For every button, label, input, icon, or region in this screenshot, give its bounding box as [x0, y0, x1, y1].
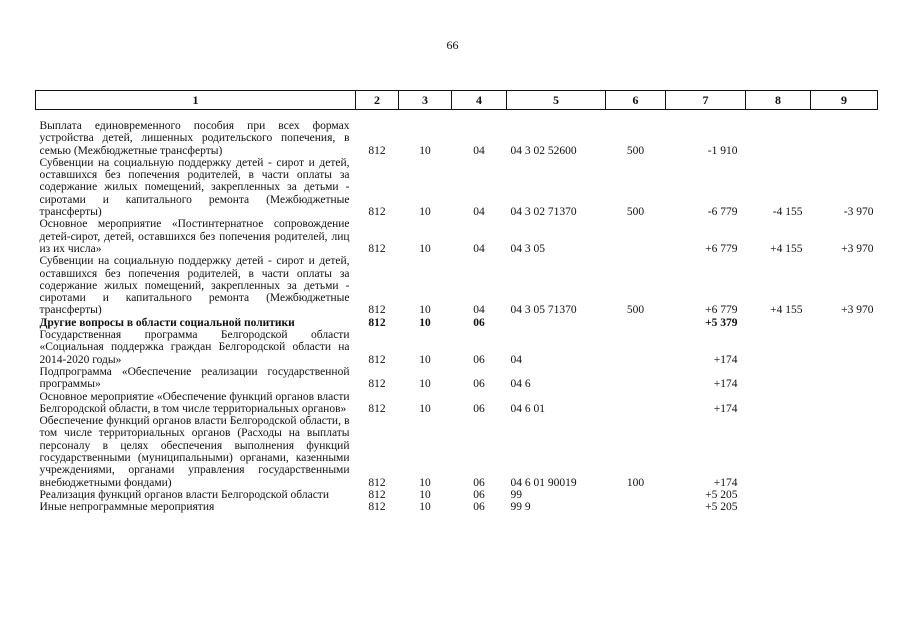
row-target-article: 99 9 [510, 501, 531, 514]
row-description: Другие вопросы в области социальной политики [39, 316, 295, 329]
row-ministry-code: 812 [368, 378, 386, 391]
row-amount-col7: +174 [713, 402, 738, 415]
row-description: Государственная программа Белгородской области «Социальная поддержка граждан Белгородской области на 2014-2020 годы» [39, 329, 350, 366]
row-amount-col8 [746, 415, 811, 489]
row-section-code: 10 [419, 304, 431, 317]
table-row [36, 317, 878, 329]
row-amount-col9 [811, 501, 878, 513]
row-description: Основное мероприятие «Обеспечение функций органов власти Белгородской области, в том числе территориальных органов» [39, 390, 350, 415]
row-amount-col7: +174 [713, 476, 738, 489]
row-amount-col8 [746, 489, 811, 501]
row-description: Иные непрограммные мероприятия [39, 501, 215, 514]
row-amount-col7: +6 779 [705, 242, 738, 255]
row-amount-col9 [811, 489, 878, 501]
row-amount-col8: -4 155 [772, 206, 803, 219]
row-target-article: 04 3 02 52600 [510, 144, 577, 157]
table-row [36, 366, 878, 391]
row-description: Выплата единовременного пособия при всех формах устройства детей, лишенных родительского попечения, в семью (Межбюджетные трансферты) [39, 120, 350, 157]
row-amount-col8 [746, 391, 811, 416]
row-expense-type [606, 489, 666, 501]
row-amount-col8 [746, 501, 811, 513]
row-section-code: 10 [419, 144, 431, 157]
table-row [36, 218, 878, 255]
table-row [36, 120, 878, 157]
row-amount-col8 [746, 329, 811, 366]
row-section-code: 10 [419, 242, 431, 255]
column-header: 3 [399, 91, 452, 110]
column-header: 9 [811, 91, 878, 110]
row-subsection-code: 04 [473, 304, 485, 317]
row-section-code: 10 [419, 402, 431, 415]
row-target-article: 04 6 01 90019 [510, 476, 577, 489]
row-subsection-code: 04 [473, 206, 485, 219]
table-row [36, 329, 878, 366]
row-amount-col9 [811, 329, 878, 366]
row-target-article: 99 [510, 488, 522, 501]
row-description: Обеспечение функций органов власти Белгородской области, в том числе территориальных органов (Расходы на выплаты персоналу в целях обеспечения выполнения функций государственными (муниципальными) органами, казенными учреждениями, органами управления государственными внебюджетными фондами) [39, 415, 350, 489]
row-amount-col7: +5 379 [705, 316, 738, 329]
column-header: 2 [356, 91, 399, 110]
row-ministry-code: 812 [368, 206, 386, 219]
row-amount-col9 [811, 391, 878, 416]
table-body [36, 110, 878, 514]
row-section-code: 10 [419, 488, 431, 501]
row-expense-type: 500 [626, 144, 645, 157]
row-amount-col8: +4 155 [770, 304, 803, 317]
row-expense-type [606, 317, 666, 329]
row-amount-col8 [746, 366, 811, 391]
row-subsection-code: 06 [473, 488, 485, 501]
row-expense-type [606, 366, 666, 391]
row-subsection-code: 06 [473, 402, 485, 415]
row-amount-col9 [811, 317, 878, 329]
row-amount-col9 [811, 366, 878, 391]
row-target-article: 04 [510, 353, 522, 366]
row-target-article: 04 3 02 71370 [510, 206, 577, 219]
column-header: 6 [606, 91, 666, 110]
row-amount-col9 [811, 120, 878, 157]
row-ministry-code: 812 [368, 488, 386, 501]
row-description: Реализация функций органов власти Белгородской области [39, 488, 329, 501]
row-expense-type [606, 501, 666, 513]
row-subsection-code: 06 [473, 476, 485, 489]
row-amount-col9: -3 970 [843, 206, 874, 219]
table-row [36, 415, 878, 489]
row-target-article: 04 6 01 [510, 402, 545, 415]
table-row [36, 489, 878, 501]
row-amount-col9: +3 970 [841, 242, 874, 255]
row-expense-type: 100 [626, 476, 645, 489]
row-target-article: 04 3 05 71370 [510, 304, 577, 317]
row-amount-col9: +3 970 [841, 304, 874, 317]
row-subsection-code: 06 [473, 378, 485, 391]
row-description: Субвенции на социальную поддержку детей - сирот и детей, оставшихся без попечения родителей, в части оплаты за содержание жилых помещений, закрепленных за детьми - сиротами и капитального ремонта (Межбюджетные трансферты) [39, 255, 350, 317]
row-section-code: 10 [419, 501, 431, 514]
row-section-code: 10 [419, 378, 431, 391]
row-ministry-code: 812 [368, 304, 386, 317]
row-subsection-code: 04 [473, 242, 485, 255]
row-amount-col7: -1 910 [707, 144, 738, 157]
row-target-article: 04 3 05 [510, 242, 545, 255]
row-ministry-code: 812 [368, 144, 386, 157]
table-header-row [36, 91, 878, 110]
table-row [36, 501, 878, 513]
row-target-article: 04 6 [510, 378, 531, 391]
column-header: 4 [452, 91, 507, 110]
row-amount-col8 [746, 120, 811, 157]
row-ministry-code: 812 [368, 402, 386, 415]
row-amount-col7: +5 205 [705, 488, 738, 501]
row-expense-type [606, 218, 666, 255]
row-amount-col7: +174 [713, 378, 738, 391]
row-amount-col7: +5 205 [705, 501, 738, 514]
row-section-code: 10 [419, 353, 431, 366]
row-description: Основное мероприятие «Постинтернатное сопровождение детей-сирот, детей, оставшихся без попечения родителей, лиц из их числа» [39, 218, 350, 255]
budget-table [35, 90, 878, 514]
row-description: Подпрограмма «Обеспечение реализации государственной программы» [39, 365, 350, 391]
row-target-article [507, 317, 606, 329]
row-ministry-code: 812 [368, 476, 386, 489]
page-number: 66 [446, 38, 459, 52]
row-ministry-code: 812 [368, 501, 386, 514]
row-amount-col7: +174 [713, 353, 738, 366]
row-amount-col7: +6 779 [705, 304, 738, 317]
row-section-code: 10 [419, 206, 431, 219]
row-expense-type [606, 391, 666, 416]
table-row [36, 255, 878, 316]
row-ministry-code: 812 [368, 316, 386, 329]
row-subsection-code: 06 [473, 501, 485, 514]
table-row [36, 391, 878, 416]
row-amount-col8 [746, 317, 811, 329]
row-expense-type: 500 [626, 206, 645, 219]
row-amount-col9 [811, 415, 878, 489]
row-description: Субвенции на социальную поддержку детей - сирот и детей, оставшихся без попечения родителей, в части оплаты за содержание жилых помещений, закрепленных за детьми - сиротами и капитального ремонта (Межбюджетные трансферты) [39, 156, 350, 219]
row-expense-type: 500 [626, 304, 645, 317]
table-spacer [36, 110, 878, 121]
row-amount-col7: -6 779 [707, 206, 738, 219]
row-ministry-code: 812 [368, 242, 386, 255]
column-header: 7 [666, 91, 746, 110]
row-subsection-code: 04 [473, 144, 485, 157]
column-header: 1 [36, 91, 356, 110]
row-amount-col8: +4 155 [770, 242, 803, 255]
row-ministry-code: 812 [368, 353, 386, 366]
row-section-code: 10 [419, 476, 431, 489]
table-row [36, 157, 878, 218]
column-header: 8 [746, 91, 811, 110]
column-header: 5 [507, 91, 606, 110]
row-expense-type [606, 329, 666, 366]
row-section-code: 10 [419, 316, 431, 329]
row-subsection-code: 06 [473, 353, 485, 366]
row-subsection-code: 06 [473, 316, 485, 329]
